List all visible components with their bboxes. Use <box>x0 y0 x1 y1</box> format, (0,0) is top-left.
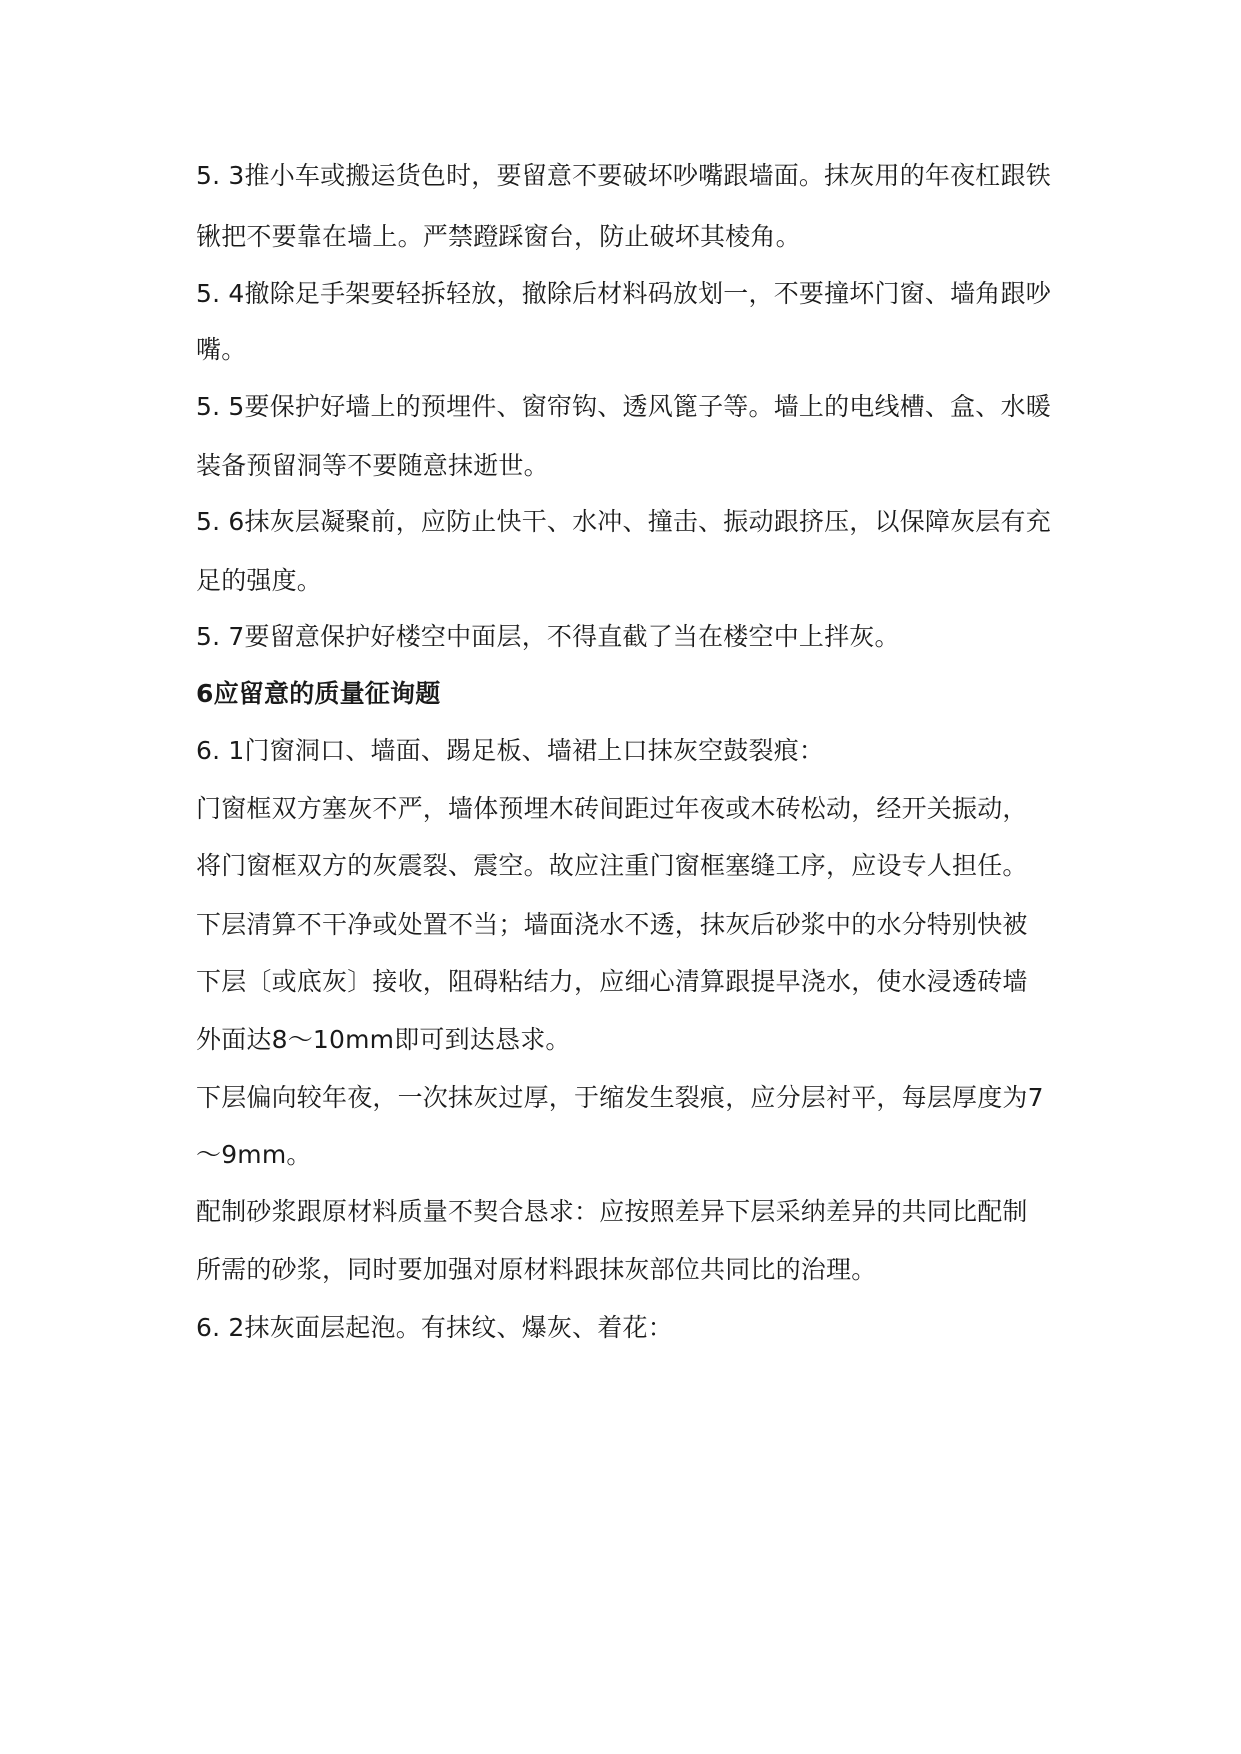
text-line: 5. 6抹灰层凝聚前，应防止快干、水冲、撞击、振动跟挤压，以保障灰层有充 <box>196 507 1051 536</box>
text-line: 下层清算不干净或处置不当；墙面浇水不透，抹灰后砂浆中的水分特别快被 <box>196 910 1028 939</box>
text-line: 5. 3推小车或搬运货色时，要留意不要破坏吵嘴跟墙面。抹灰用的年夜杠跟铁 <box>196 161 1051 190</box>
text-line: 嘴。 <box>196 335 247 364</box>
text-line: 足的强度。 <box>196 566 323 595</box>
text-line: 5. 4撤除足手架要轻拆轻放，撤除后材料码放划一，不要撞坏门窗、墙角跟吵 <box>196 279 1051 308</box>
text-line: 装备预留洞等不要随意抹逝世。 <box>196 451 549 480</box>
text-line: 5. 7要留意保护好楼空中面层，不得直截了当在楼空中上拌灰。 <box>196 622 900 651</box>
text-line: 下层偏向较年夜，一次抹灰过厚，于缩发生裂痕，应分层衬平，每层厚度为7 <box>196 1083 1044 1112</box>
text-line: 配制砂浆跟原材料质量不契合恳求：应按照差异下层采纳差异的共同比配制 <box>196 1197 1028 1226</box>
text-line: 门窗框双方塞灰不严，墙体预埋木砖间距过年夜或木砖松动，经开关振动， <box>196 794 1028 823</box>
text-line: 锹把不要靠在墙上。严禁蹬踩窗台，防止破坏其棱角。 <box>196 222 801 251</box>
text-line: 所需的砂浆，同时要加强对原材料跟抹灰部位共同比的治理。 <box>196 1255 877 1284</box>
section-heading: 6应留意的质量征询题 <box>196 679 441 708</box>
text-line: 6. 2抹灰面层起泡。有抹纹、爆灰、着花： <box>196 1313 673 1342</box>
text-line: 外面达8～10mm即可到达恳求。 <box>196 1025 571 1054</box>
text-line: ～9mm。 <box>196 1140 312 1169</box>
text-line: 5. 5要保护好墙上的预埋件、窗帘钩、透风篦子等。墙上的电线槽、盒、水暖 <box>196 392 1051 421</box>
text-line: 将门窗框双方的灰震裂、震空。故应注重门窗框塞缝工序，应设专人担任。 <box>196 851 1028 880</box>
text-line: 6. 1门窗洞口、墙面、踢足板、墙裙上口抹灰空鼓裂痕： <box>196 736 825 765</box>
text-line: 下层〔或底灰〕接收，阻碍粘结力，应细心清算跟提早浇水，使水浸透砖墙 <box>196 967 1028 996</box>
